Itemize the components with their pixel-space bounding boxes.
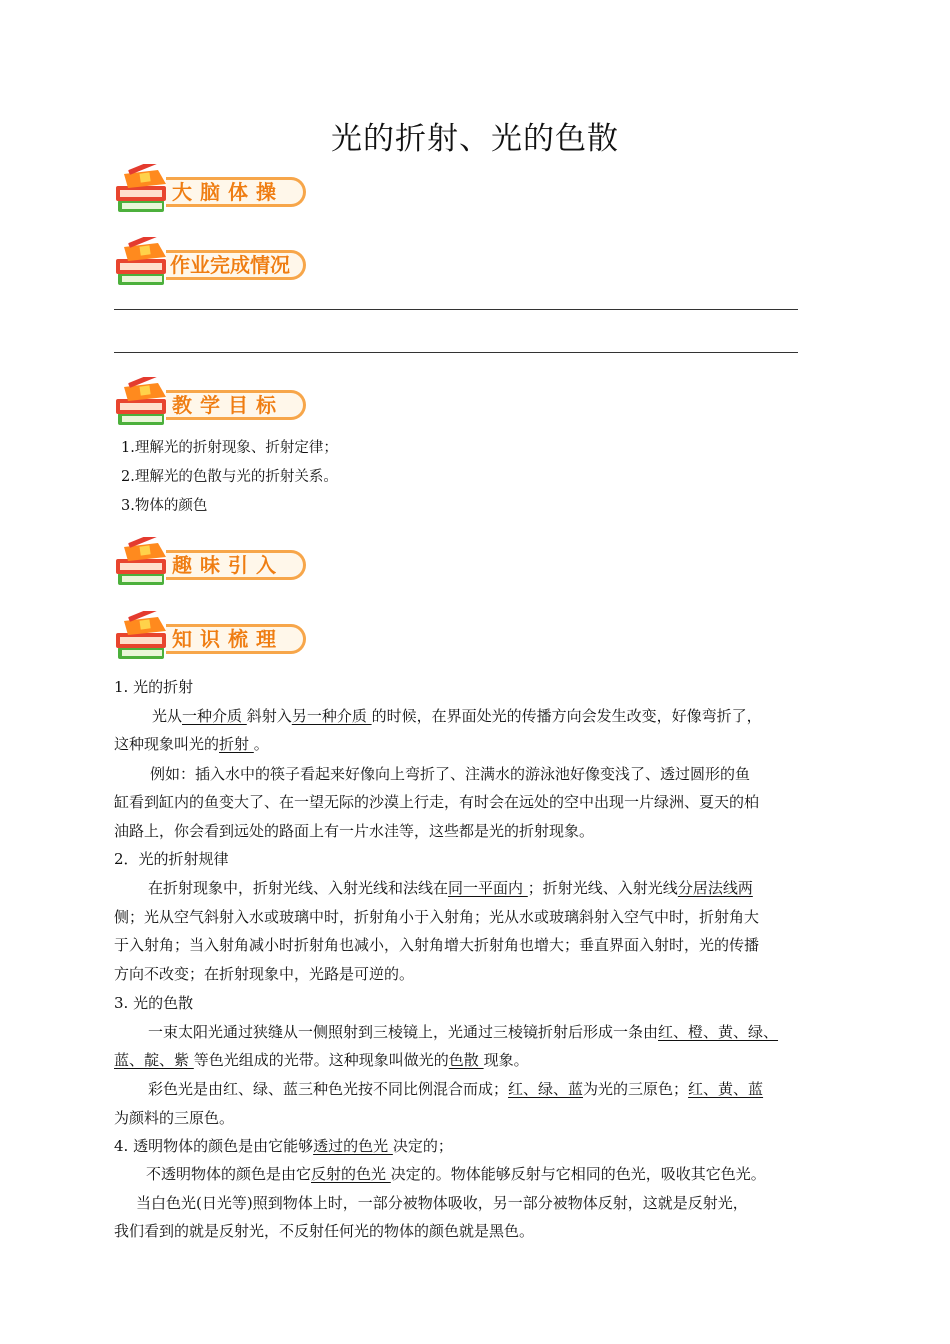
objective-item: 2.理解光的色散与光的折射关系。 [121,469,338,485]
blank-answer: 透过的色光 [313,1137,393,1155]
objective-item: 3.物体的颜色 [121,498,208,514]
text: 这种现象叫光的 [114,735,220,753]
section-badge-goals [114,377,314,433]
text: 等色光组成的光带。这种现象叫做光的 [193,1051,449,1069]
section-badge-knowledge [114,611,314,667]
paragraph-line [146,1163,766,1184]
badge-label: 趣味引入 [172,553,284,577]
blank-answer: 色散 [448,1051,484,1069]
paragraph-line: 缸看到缸内的鱼变大了、在一望无际的沙漠上行走，有时会在远处的空中出现一片绿洲、夏天的柏 [114,793,760,811]
paragraph-line [148,1021,778,1042]
badge-label: 大脑体操 [172,180,284,204]
books-icon [114,537,174,593]
objective-item: 1.理解光的折射现象、折射定律； [121,440,338,456]
paragraph-line: 侧；光从空气斜射入水或玻璃中时，折射角小于入射角；光从水或玻璃斜射入空气中时，折射角大 [114,908,760,926]
blank-answer: 同一平面内 [448,879,528,897]
paragraph-line: 我们看到的就是反射光，不反射任何光的物体的颜色就是黑色。 [114,1222,535,1240]
paragraph-line [148,1078,763,1099]
heading-refraction: 1. 光的折射 [114,678,194,696]
paragraph-line [114,1049,529,1070]
books-icon [114,237,174,293]
books-icon [114,164,174,220]
badge-label: 知识梳理 [172,627,284,651]
text: 。 [253,735,269,753]
blank-answer: 一种介质 [182,707,247,725]
text: 决定的。物体能够反射与它相同的色光，吸收其它色光。 [390,1165,766,1183]
blank-answer: 红、黄、蓝 [688,1080,764,1098]
blank-answer: 红、橙、黄、绿、 [658,1023,779,1041]
text: 的时候，在界面处光的传播方向会发生改变，好像弯折了， [371,707,762,725]
paragraph-line: 于入射角；当入射角减小时折射角也减小，入射角增大折射角也增大；垂直界面入射时，光的传播 [114,936,760,954]
answer-line [114,309,798,310]
text: 一束太阳光通过狭缝从一侧照射到三棱镜上，光通过三棱镜折射后形成一条由 [148,1023,659,1041]
text: 决定的； [392,1137,453,1155]
paragraph-line: 例如：插入水中的筷子看起来好像向上弯折了、注满水的游泳池好像变浅了、透过圆形的鱼 [150,765,751,783]
heading-dispersion: 3. 光的色散 [114,994,194,1012]
blank-answer: 折射 [219,735,254,753]
blank-answer: 另一种介质 [291,707,372,725]
text: 彩色光是由红、绿、蓝三种色光按不同比例混合而成； [148,1080,509,1098]
paragraph-line: 方向不改变；在折射现象中，光路是可逆的。 [114,965,415,983]
badge-label: 作业完成情况 [170,253,290,277]
paragraph-line [114,733,269,754]
section-badge-brain [114,164,314,220]
paragraph-line: 油路上，你会看到远处的路面上有一片水洼等，这些都是光的折射现象。 [114,822,595,840]
blank-answer: 蓝、靛、紫 [114,1051,194,1069]
blank-answer: 分居法线两 [677,879,753,897]
text: 在折射现象中，折射光线、入射光线和法线在 [148,879,449,897]
paragraph-line [152,705,762,726]
books-icon [114,377,174,433]
text: 4. 透明物体的颜色是由它能够 [114,1137,314,1155]
badge-label: 教学目标 [172,393,284,417]
section-badge-intro [114,537,314,593]
heading-object-color [114,1135,453,1156]
text: 光从 [152,707,183,725]
text: ；折射光线、入射光线 [527,879,678,897]
section-badge-homework [114,237,314,293]
books-icon [114,611,174,667]
document-title: 光的折射、光的色散 [331,121,619,157]
text: 不透明物体的颜色是由它 [146,1165,312,1183]
paragraph-line: 为颜料的三原色。 [114,1109,235,1127]
paragraph-line: 当白色光(日光等)照到物体上时，一部分被物体吸收，另一部分被物体反射，这就是反射光， [136,1194,748,1212]
blank-answer: 红、绿、蓝 [508,1080,584,1098]
heading-refraction-law: 2．光的折射规律 [114,850,229,868]
answer-line [114,352,798,353]
text: 斜射入 [246,707,292,725]
text: 现象。 [483,1051,529,1069]
text: 为光的三原色； [583,1080,689,1098]
blank-answer: 反射的色光 [311,1165,391,1183]
paragraph-line [148,877,753,898]
